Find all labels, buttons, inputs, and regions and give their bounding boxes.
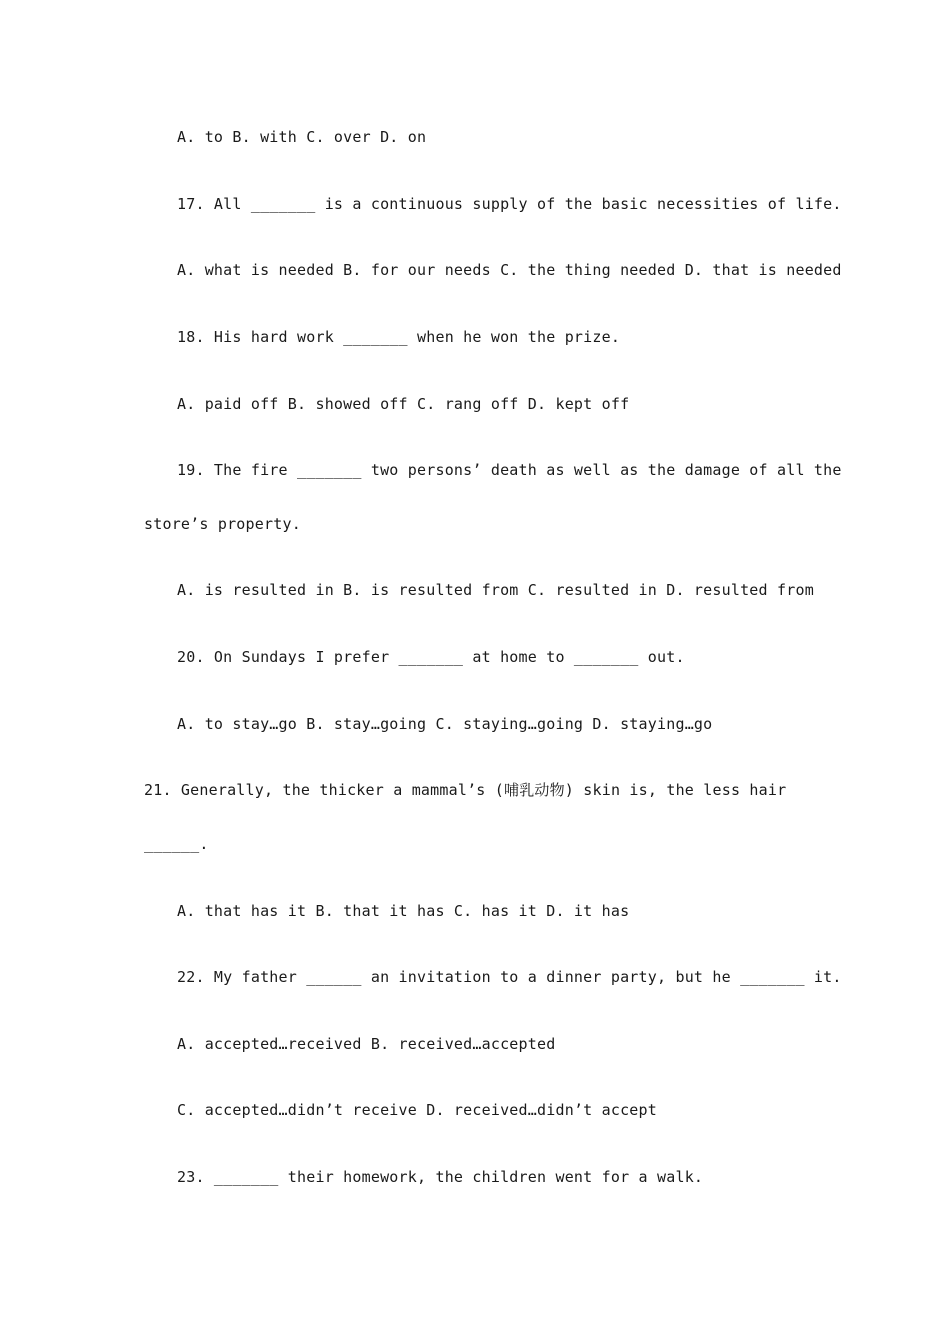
q21-question: 21. Generally, the thicker a mammal’s (哺乳动物) skin is, the less hair <box>144 781 787 799</box>
q22-options-cd: C. accepted…didn’t receive D. received…didn’t accept <box>177 1101 657 1119</box>
q19-question: 19. The fire _______ two persons’ death as well as the damage of all the <box>177 461 842 479</box>
q19-options: A. is resulted in B. is resulted from C. resulted in D. resulted from <box>177 581 814 599</box>
q22-options-ab: A. accepted…received B. received…accepted <box>177 1035 556 1053</box>
q22-question: 22. My father ______ an invitation to a dinner party, but he _______ it. <box>177 968 842 986</box>
q20-options: A. to stay…go B. stay…going C. staying…going D. staying…go <box>177 715 713 733</box>
q18-options: A. paid off B. showed off C. rang off D. kept off <box>177 395 630 413</box>
q21-question-continued: ______. <box>144 835 209 853</box>
q19-question-continued: store’s property. <box>144 515 301 533</box>
q17-options: A. what is needed B. for our needs C. the thing needed D. that is needed <box>177 261 842 279</box>
q18-question: 18. His hard work _______ when he won the prize. <box>177 328 621 346</box>
q17-question: 17. All _______ is a continuous supply of the basic necessities of life. <box>177 195 842 213</box>
q21-options: A. that has it B. that it has C. has it D. it has <box>177 902 630 920</box>
q20-question: 20. On Sundays I prefer _______ at home to _______ out. <box>177 648 685 666</box>
q23-question: 23. _______ their homework, the children went for a walk. <box>177 1168 704 1186</box>
q16-options: A. to B. with C. over D. on <box>177 128 427 146</box>
